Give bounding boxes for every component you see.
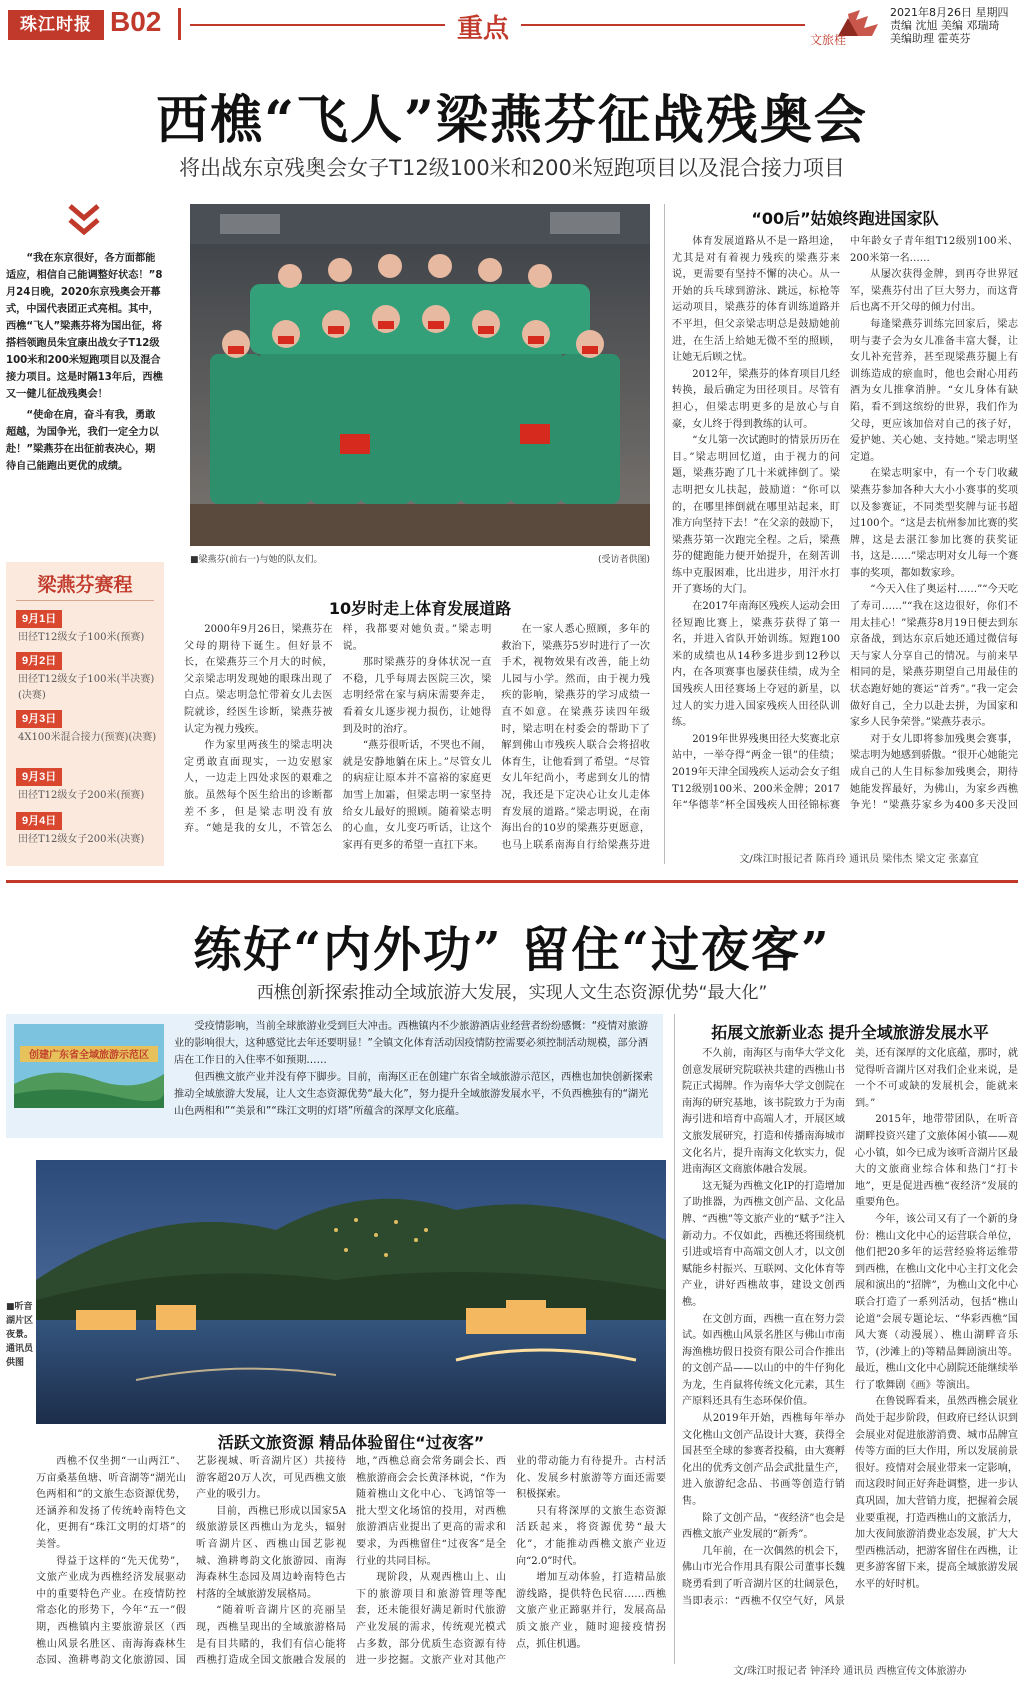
- schedule-divider: [16, 600, 154, 601]
- paragraph: 得益于这样的“先天优势”，文旅产业成为西樵经济发展驱动中的重要特色产业。在疫情防控常态化的形势下，今年“五一”假期，西樵镇内主要旅游景区（西樵山风景名胜区、南海海森林生态园、渔耕粤韵文化旅游园、国艺影视城、听音湖片区）共接待游客超20万人次，可见西樵文旅产业的吸引力。: [36, 1456, 346, 1667]
- intro-paragraph: 但西樵文旅产业并没有停下脚步。目前，南海区正在创建广东省全域旅游示范区，西樵也加快创新探索推动全域旅游大发展，让人文生态资源优势“最大化”，努力提升全域旅游发展水平，不负西樵独有的“湖光山色两相和”“美景和”“珠江文明的灯塔”所蕴含的深厚文化底蕴。: [174, 1072, 653, 1117]
- paragraph: 在2017年南海区残疾人运动会田径短跑比赛上，梁燕芬获得了第一名，并进入省队开始训练。短跑100米的成绩也从14秒多进步到12秒以内，在各项赛事也屡获佳绩，成为全国残疾人田径赛场上夺冠的新星，以过人的实力进入国家残疾人田径队训练。: [672, 601, 840, 729]
- story1-headline: 西樵“飞人”梁燕芬征战残奥会: [156, 90, 868, 151]
- schedule-event: 田径T12级女子200米(决赛): [18, 834, 145, 845]
- team-members: [210, 284, 620, 504]
- paragraph: 几年前，在一次偶然的机会下，佛山市光合作用具有限公司董事长魏晓勇看到了听音湖片区的壮阔景色，当即表示：“西樵不仅空气好，风景美，还有深厚的文化底蕴，那时，就觉得听音湖片区对我们企业来说，是一个不可或缺的发展机会，能就来到。”: [682, 1048, 1018, 1607]
- paragraph: 在文创方面，西樵一直在努力尝试。如西樵山风景名胜区与佛山市南海渔樵坊假日投资有限公司合作推出的文创产品——以山的中的牛仔狗化为龙，生肖鼠将传统文化元素，其生产原料还具有生态环保价值。: [682, 1313, 845, 1408]
- paragraph: 增加互动体验，打造精品旅游线路，提供特色民宿……西樵文旅产业正蹄驱并行，发展高品质文旅产业，随时迎接疫情拐点，抓住机遇。: [516, 1572, 666, 1650]
- paragraph: 今年，该公司又有了一个新的身份：樵山文化中心的运营联合单位，他们把20多年的运营经验将运维带到西樵，在樵山文化中心主打文化会展和演出的“招牌”，为樵山文化中心联合打造了一系列活动，包括“樵山论道”会展专题论坛、“华彩西樵”国风大赛（动漫展）、樵山湖畔音乐节，(沙滩上的)等精品舞剧演出等。最近，樵山文化中心剧院还能继续举行了歌舞剧《画》等演出。: [855, 1213, 1018, 1391]
- schedule-event: 4X100米混合接力(预赛)(决赛): [18, 732, 157, 743]
- section-d-body: [682, 1046, 1018, 1656]
- intro-paragraph: 受疫情影响，当前全球旅游业受到巨大冲击。西樵镇内不少旅游酒店业经营者纷纷感慨：“疫情对旅游业的影响很大，这种感觉比去年还要明显！”全镇文化体育活动因疫情防控需要必须控制活动规模，部分酒店在工作日的入住率不如预期……: [174, 1021, 648, 1066]
- story1-lead: [6, 250, 164, 479]
- tourism-banner-image: [14, 1024, 164, 1108]
- column-divider: [664, 204, 665, 864]
- story2-byline: 文/珠江时报记者 钟泽玲 通讯员 西樵宣传文体旅游办: [733, 1666, 967, 1677]
- schedule-date: 9月3日: [16, 768, 62, 786]
- paragraph: “随着听音湖片区的亮丽呈现，西樵呈现出的全域旅游格局是有目共睹的，我们有信心能将西樵打造成全国文旅融合发展的地，”西樵总商会常务副会长、西樵旅游商会会长黄泽林说，“作为随着樵山文化中心、飞鸿馆等一批大型文化场馆的投用，对西樵旅游酒店业提出了更高的需求和要求，为西樵留住“过夜客”是全行业的共同目标。: [196, 1456, 506, 1667]
- schedule-event: 田径T12级女子200米(预赛): [18, 790, 145, 801]
- schedule-date: 9月1日: [16, 610, 62, 628]
- section-d-title: 拓展文旅新业态 提升全域旅游发展水平: [711, 1023, 989, 1042]
- night-scene-photo: [36, 1160, 666, 1424]
- issue-meta: [890, 6, 1020, 45]
- section-label: 重点: [445, 8, 521, 45]
- photo-caption: ■梁燕芬(前右一)与她的队友们。: [190, 555, 323, 565]
- paragraph: 从2019年开始，西樵每年举办文化樵山文创产品设计大赛，获得全国甚至全球的参赛者投稿，由大赛孵化出的优秀文创产品会武批量生产，进入旅游纪念品、书画等创造行销售。: [682, 1413, 845, 1508]
- paragraph: 不久前，南海区与南华大学文化创意发展研究院联袂共建的西樵山书院正式揭牌。作为南华大学文创院在南海的研究基地，该书院致力于为南海引进和培育中高端人才，开展区域文旅发展研究，打造和传播南海城市文化名片，提升南海文化软实力，促进南海区文商旅体融合发展。: [682, 1048, 845, 1176]
- schedule-event: 田径T12级女子100米(半决赛)(决赛): [18, 674, 155, 701]
- page-number: B02: [110, 6, 162, 37]
- paragraph: 2015年，地带带团队，在听音湖畔投资兴建了文旅体闲小镇——观心小镇，如今已成为该听音湖片区最大的文旅商业综合体和热门“打卡地”，更是促进西樵“夜经济”发展的重要角色。: [855, 1114, 1018, 1209]
- lead-paragraph: “使命在肩，奋斗有我，勇敢超越，为国争光，我们一定全力以赴！”梁燕芬在出征前表决心，期待自己能跑出更优的成绩。: [6, 410, 159, 472]
- paragraph: “燕芬很听话，不哭也不闹，就是安静地躺在床上。”尽管女儿的病症让原本并不富裕的家庭更加雪上加霜，但梁志明一家坚持给女儿最好的照顾。随着梁志明的心血，女儿变巧听话，让这个家再有更多的希望一直扛下来。: [342, 740, 492, 851]
- paragraph: 2012年，梁燕芬的体育项目几经转换，最后确定为田径项目。尽管有担心，但梁志明更多的是放心与自豪，女儿终于得到教练的认可。: [672, 368, 840, 430]
- schedule-list: [6, 606, 164, 866]
- story1-byline: 文/珠江时报记者 陈肖玲 通讯员 梁伟杰 梁文定 张嘉宜: [739, 854, 979, 865]
- paragraph: 从屡次获得金牌，到再夺世界冠军，梁燕芬付出了巨大努力，而这背后也离不开父母的倾力付出。: [850, 269, 1018, 314]
- paragraph: 在一家人悉心照顾，多年的救治下，梁燕芬5岁时进行了一次手术，视物效果有改善，能上幼儿园与小学。然而，由于视力残疾的影响，梁燕芬的学习成绩一直不如意。在梁燕芬读四年级时，梁志明在村委会的帮助下了解到佛山市残疾人联合会将招收体育生，让他看到了希望。“尽管女儿年纪尚小，考虑到女儿的情况，我还是下定决心让女儿走体育发展的道路。”梁志明说，在南海出台的10岁的梁燕芬更愿意，也马上联系南海自行给梁燕芬进: [501, 624, 650, 851]
- schedule-date: 9月2日: [16, 652, 62, 670]
- story2-headline: 练好“内外功” 留住“过夜客”: [193, 922, 831, 978]
- section-c-title: 活跃文旅资源 精品体验留住“过夜客”: [217, 1433, 485, 1452]
- paragraph: “今天入住了奥运村……”“今天吃了寿司……”“我在这边很好，你们不用太挂心！”梁燕芬8月19日便去到东京备战，到达东京后她还通过微信每天与家人分享自己的情况。与前来早相同的是，梁燕芬期望自己用最佳的状态跑好她的赛运“首秀”。”我一定会做好自己，全力以赴去拼，为国家和家乡人民争荣誉。”梁燕芬表示。: [850, 584, 1018, 729]
- paragraph: 目前，西樵已形成以国家5A级旅游景区西樵山为龙头，辐射听音湖片区、西樵山国艺影视城、渔耕粤韵文化旅游园、南海海森林生态园及周边岭南特色古村落的全域旅游发展格局。: [196, 1505, 346, 1600]
- schedule-date: 9月3日: [16, 710, 62, 728]
- editor-line-1: 责编 沈旭 美编 邓瑞琦: [890, 19, 1000, 32]
- story-separator: [6, 880, 1018, 883]
- section-c-body: [36, 1454, 666, 1676]
- story2-subheadline: 西樵创新探索推动全域旅游大发展，实现人文生态资源优势“最大化”: [256, 983, 768, 1003]
- paper-logo: 珠江时报: [8, 10, 104, 40]
- paragraph: 在梁志明家中，有一个专门收藏梁燕芬参加各种大大小小赛事的奖项以及参赛证，不同类型奖牌与证书超过100个。“这是去杭州参加比赛的奖牌，这是去湛江参加比赛的获奖证书，这是……”梁志明对女儿每一个赛事的奖项，都如数家珍。: [850, 468, 1018, 579]
- paragraph: 作为家里两孩生的梁志明决定勇敢直面现实，一边安慰家人，一边走上四处求医的艰难之旅。虽然每个医生给出的诊断都差不多，但是梁志明没有放弃。“她是我的女儿，不管怎么样，我都要对她负责。”梁志明说。: [184, 624, 492, 835]
- lead-paragraph: “我在东京很好，各方面都能适应，相信自己能调整好状态！”8月24日晚，2020东京残奥会开幕式，中国代表团正式亮相。其中，西樵“飞人”梁燕芬将为国出征，将搭档领跑员朱宜康出战女子T12级100米和200米短跑项目以及混合接力项目。这是时隔13年后，西樵又一健儿征战残奥会！: [6, 253, 163, 400]
- section-a-body: [184, 622, 650, 868]
- culture-brand-logo: [808, 6, 886, 50]
- paragraph: 2019年世界残奥田径大奖赛北京站中，一举夺得“两金一银”的佳绩；2019年天津全国残疾人运动会女子组T12级别100米、200米金牌；2017年“华德莘”杯全国残疾人田径锦标赛中年龄女子青年组T12级别100米、200米第一名……: [672, 236, 1018, 812]
- section-b-body: [672, 234, 1018, 844]
- chevron-down-icon: [64, 202, 104, 238]
- masthead: [0, 0, 1024, 50]
- paragraph: 每逢梁燕芬训练完回家后，梁志明与妻子会为女儿准备丰富大餐，让女儿补充营养，甚至现梁燕芬腿上有训练造成的瘀血时，他也会耐心用药酒为女儿推拿消肿。“女儿身体有缺陷，看不到这缤纷的世界，我们作为父母，更应该加倍对自己的孩子好，爱护她、关心她、支持她。”梁志明坚定道。: [850, 318, 1018, 463]
- paragraph: 现阶段，从观西樵山上、山下的旅游项目和旅游管理等配套，还未能很好满足新时代旅游产业发展的需求，传统观光模式占多数，部分优质生态资源有待进一步挖掘。文旅产业对其他产业的带动能力有待提升。古村活化、发展乡村旅游等方面还需要积极探索。: [356, 1456, 666, 1667]
- paragraph: 那时梁燕芬的身体状况一直不稳，几乎每周去医院三次，梁志明经常在家与病床需要奔走，看着女儿逐步视力损伤，让她得到及时的治疗。: [342, 657, 492, 735]
- team-photo: [190, 204, 650, 546]
- schedule-event: 田径T12级女子100米(预赛): [18, 632, 145, 643]
- banner-text: 创建广东省全域旅游示范区: [29, 1050, 149, 1061]
- team-photo-caption: [190, 552, 650, 565]
- story2-intro: [174, 1018, 656, 1120]
- paragraph: 只有将深厚的文旅生态资源活跃起来，将资源优势“最大化”，才能推动西樵文旅产业迈向“2.0”时代。: [516, 1505, 666, 1567]
- section-a-title: 10岁时走上体育发展道路: [328, 599, 512, 618]
- schedule-title: 梁燕芬赛程: [37, 574, 133, 596]
- paragraph: 对于女儿即将参加残奥会赛事，梁志明为她感到骄傲。“很开心她能完成自己的人生目标参加残奥会，期待她能发挥最好，为佛山，为家乡西樵争光！”梁燕芬家乡为400多天没回: [850, 733, 1018, 812]
- paragraph: 这无疑为西樵文化IP的打造增加了助推器，为西樵文创产品、文化品牌、“西樵”等文旅产业的“赋予”注入新动力。不仅如此，西樵还将围绕机引进或培育中高端文创人才，以文创赋能乡村振兴、互联网、文化体育等产业，讲好西樵故事，建设文创西樵。: [682, 1180, 845, 1308]
- paragraph: 体育发展道路从不是一路坦途，尤其是对有着视力残疾的梁燕芬来说，更需要有坚持不懈的决心。从一开始的兵乓球到游泳、跳远，标枪等运动项目，梁燕芬的体育训练道路并不平坦，但父亲梁志明总是鼓励她前进，在生活上给她无微不至的照顾，让她无后顾之忧。: [672, 236, 840, 364]
- section-b-title: “00后”姑娘终跑进国家队: [751, 209, 939, 228]
- paragraph: “女儿第一次试跑时的情景历历在目。”梁志明回忆道，由于视力的问题，梁燕芬跑了几十米就摔倒了。梁志明把女儿扶起，鼓励道：“你可以的，在哪里摔倒就在哪里站起来，盯准方向坚持下去！”在父亲的鼓励下，梁燕芬第一次跑完全程。之后，梁燕芬的健跑能力便开始提升，在刻苦训练中克服困难，比出进步，用汗水打开了赛场的大门。: [672, 435, 840, 596]
- page-divider: [178, 8, 181, 40]
- story1-subheadline: 将出战东京残奥会女子T12级100米和200米短跑项目以及混合接力项目: [179, 156, 845, 180]
- paragraph: 西樵不仅坐拥“一山两江”、万亩桑基鱼塘、听音湖等“湖光山色两相和”的文旅生态资源优势，还涵养和发扬了传统岭南特色文化，更拥有“珠江文明的灯塔”的美誉。: [36, 1456, 186, 1550]
- issue-date: 2021年8月26日 星期四: [890, 6, 1009, 19]
- editor-line-2: 美编助理 霍英芬: [890, 32, 971, 45]
- schedule-date: 9月4日: [16, 812, 62, 830]
- paragraph: 2000年9月26日，梁燕芬在父母的期待下诞生。但好景不长，在梁燕芬三个月大的时候，父亲梁志明发现她的眼珠出现了白点。梁志明急忙带着女儿去医院就诊，经医生诊断，梁燕芬被认定为视力残疾。: [184, 624, 333, 735]
- paragraph: 在鲁锐晖看来，虽然西樵会展业尚处于起步阶段，但政府已经认识到会展业对促进旅游消费、城市品牌宣传等方面的巨大作用，所以发展前景很好。疫情对会展业带来一定影响，而这段时间正好奔赴调整，进一步认真巩固，加大营销力度，把握着会展业要重视，打造西樵山的文旅活力，加大夜间旅游消费业态发展，扩大大型西樵活动，把游客留住在西樵，让更多游客留下来，提高全域旅游发展水平的好时机。: [855, 1396, 1018, 1590]
- brand-text: 文旅桂: [810, 33, 847, 47]
- column-divider: [674, 1014, 675, 1664]
- photo-credit: (受访者供图): [597, 555, 650, 565]
- night-photo-caption: ■听音湖片区夜景。通讯员供图: [6, 1302, 34, 1368]
- paragraph: 除了文创产品，“夜经济”也会是西樵文旅产业发展的“新秀”。: [682, 1512, 845, 1541]
